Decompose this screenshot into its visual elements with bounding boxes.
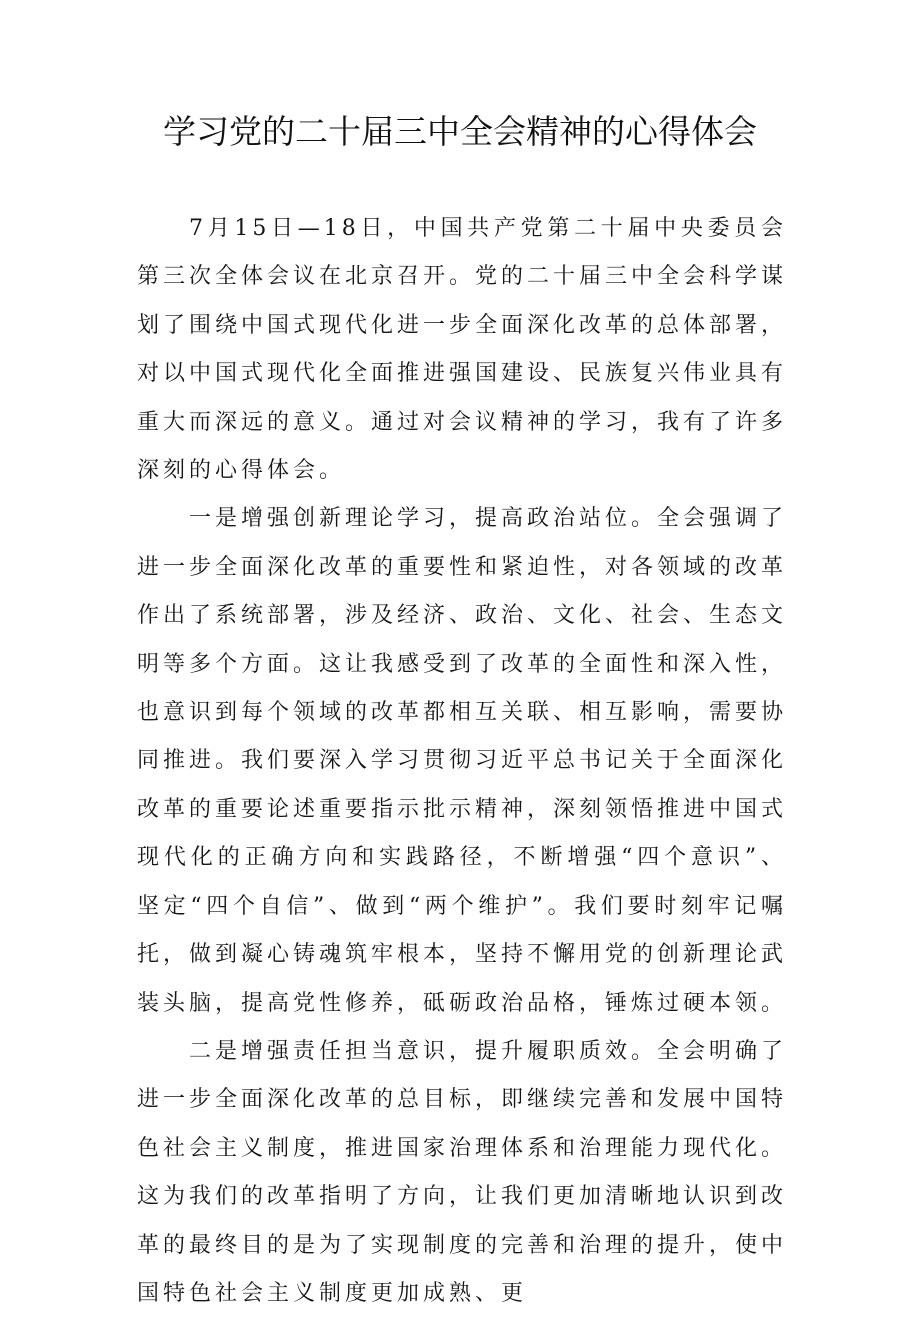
paragraph-point-one: 一是增强创新理论学习，提高政治站位。全会强调了进一步全面深化改革的重要性和紧迫性，对各领域的改革作出了系统部署，涉及经济、政治、文化、社会、生态文明等多个方面。这让我感受到了改革的全面性和深入性，也意识到每个领域的改革都相互关联、相互影响，需要协同推进。我们要深入学习贯彻习近平总书记关于全面深化改革的重要论述重要指示批示精神，深刻领悟推进中国式现代化的正确方向和实践路径，不断增强“四个意识”、坚定“四个自信”、做到“两个维护”。我们要时刻牢记嘱托，做到凝心铸魂筑牢根本，坚持不懈用党的创新理论武装头脑，提高党性修养，砥砺政治品格，锤炼过硬本领。 [137,506,788,1016]
document-body [137,205,787,1318]
document-title: 学习党的二十届三中全会精神的心得体会 [163,112,757,151]
paragraph-point-two: 二是增强责任担当意识，提升履职质效。全会明确了进一步全面深化改革的总目标，即继续完善和发展中国特色社会主义制度，推进国家治理体系和治理能力现代化。这为我们的改革指明了方向，让我们更加清晰地认识到改革的最终目的是为了实现制度的完善和治理的提升，使中国特色社会主义制度更加成熟、更 [137,1038,788,1306]
paragraph-intro: 7月15日—18日，中国共产党第二十届中央委员会第三次全体会议在北京召开。党的二十届三中全会科学谋划了围绕中国式现代化进一步全面深化改革的总体部署，对以中国式现代化全面推进强国建设、民族复兴伟业具有重大而深远的意义。通过对会议精神的学习，我有了许多深刻的心得体会。 [137,216,788,484]
